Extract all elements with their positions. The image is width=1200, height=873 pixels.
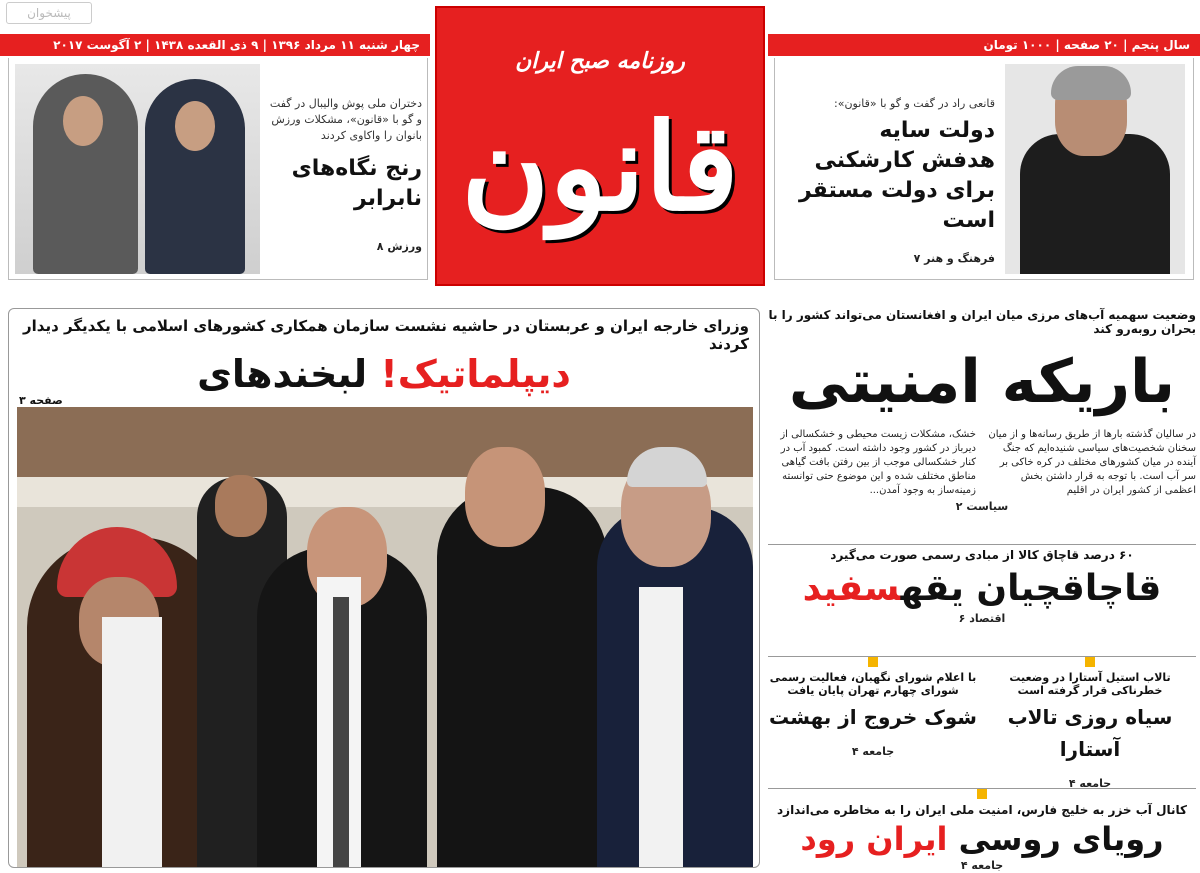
- yellow-bullet-icon: [977, 789, 987, 799]
- smuggling-story[interactable]: [768, 548, 1196, 625]
- photo-story-page: صفحه ۳: [19, 394, 63, 407]
- iranrud-story-kicker: کانال آب خزر به خلیج فارس، امنیت ملی ایران را به مخاطره می‌اندازد: [777, 803, 1187, 817]
- smuggling-story-page: اقتصاد ۶: [958, 612, 1006, 625]
- issue-info-bar: سال پنجم | ۲۰ صفحه | ۱۰۰۰ تومان: [768, 34, 1200, 56]
- promo-interview-text: [785, 96, 995, 265]
- lead-story[interactable]: [768, 308, 1196, 513]
- iranrud-story-headline: [768, 819, 1196, 859]
- source-watermark: پیشخوان: [6, 2, 92, 24]
- photo-story-headline-red: دیپلماتیک!: [380, 352, 571, 396]
- yellow-bullet-icon: [1085, 657, 1095, 667]
- astara-story-page: جامعه ۴: [1068, 777, 1112, 790]
- promo-interview-headline-1: دولت سایه: [879, 118, 995, 143]
- council-story[interactable]: [768, 652, 978, 758]
- iranrud-story[interactable]: [768, 784, 1196, 872]
- right-column: [768, 300, 1196, 870]
- council-story-headline: شوک خروج از بهشت: [769, 705, 977, 729]
- promo-volleyball-page: ورزش ۸: [376, 240, 422, 253]
- promo-volleyball-headline-1: رنج نگاه‌های: [291, 156, 422, 181]
- smuggling-story-headline: [768, 566, 1196, 612]
- council-story-page: جامعه ۴: [851, 745, 895, 758]
- promo-interview-kicker: قانعی راد در گفت و گو با «قانون»:: [834, 97, 995, 110]
- volleyball-players-photo: [15, 64, 260, 274]
- player-figure: [33, 74, 138, 274]
- diplomats-photo: [17, 407, 753, 867]
- astara-story[interactable]: [984, 652, 1196, 790]
- lead-story-kicker: وضعیت سهمیه آب‌های مرزی میان ایران و افغانستان می‌تواند کشور را با بحران روبه‌رو کند: [768, 308, 1196, 336]
- iranrud-story-headline-black: رویای روسی: [958, 820, 1164, 858]
- promo-volleyball-kicker: دختران ملی پوش والیبال در گفت و گو با «قانون»، مشکلات ورزش بانوان را واکاوی کردند: [269, 97, 422, 142]
- column-divider: [768, 544, 1196, 545]
- astara-story-headline: سیاه روزی تالاب آستارا: [1007, 705, 1173, 761]
- photo-story[interactable]: [8, 308, 760, 868]
- yellow-bullet-icon: [868, 657, 878, 667]
- masthead: [435, 6, 765, 286]
- promo-interview-headline-3: برای دولت مستقر است: [799, 178, 995, 233]
- smuggling-story-headline-black: قاچاقچیان یقه: [900, 568, 1162, 609]
- masthead-logo: قانون: [461, 97, 739, 238]
- smuggling-story-headline-red: سفید: [802, 568, 901, 609]
- promo-interview[interactable]: [774, 58, 1194, 280]
- lead-story-body-right: در سالیان گذشته بارها از طریق رسانه‌ها و از میان سخنان شخصیت‌های سیاسی شنیده‌ایم که جنگ آینده در میان کشورهای مختلف در کره خاکی بر سر آب است. با توجه به قرار داشتن بخش اعظمی از کشور ایران در اقلیم: [988, 429, 1196, 496]
- promo-volleyball[interactable]: [8, 58, 428, 280]
- promo-volleyball-text: [267, 96, 422, 253]
- photo-story-headline-black: لبخندهای: [197, 352, 368, 396]
- player-figure: [145, 79, 245, 274]
- lead-story-body-left: خشک، مشکلات زیست محیطی و خشکسالی از دیرباز در کشور وجود داشته است. کمبود آب در کنار خشکسالی موجب از بین رفتن بافت گیاهی مناطق مختلف شده و این موضوع حتی توانسته زمینه‌ساز به وجود آمدن...: [780, 429, 976, 496]
- lead-story-page: سیاست ۲: [955, 500, 1009, 513]
- iranrud-story-headline-red: ایران رود: [800, 820, 948, 858]
- interviewee-photo: [1005, 64, 1185, 274]
- promo-interview-headline-2: هدفش کارشکنی: [814, 148, 995, 173]
- astara-story-kicker: تالاب استیل آستارا در وضعیت خطرناکی قرار گرفته است: [1009, 671, 1171, 697]
- lead-story-headline: باریکه امنیتی: [788, 347, 1176, 417]
- promo-interview-page: فرهنگ و هنر ۷: [913, 252, 995, 265]
- smuggling-story-kicker: ۶۰ درصد قاچاق کالا از مبادی رسمی صورت می‌گیرد: [830, 548, 1134, 562]
- council-story-kicker: با اعلام شورای نگهبان، فعالیت رسمی شورای چهارم تهران پایان یافت: [769, 671, 977, 697]
- masthead-tagline: روزنامه صبح ایران: [515, 48, 685, 74]
- date-bar: چهار شنبه ۱۱ مرداد ۱۳۹۶ | ۹ ذی القعده ۱۴۳۸ | ۲ آگوست ۲۰۱۷: [0, 34, 430, 56]
- photo-story-kicker: وزرای خارجه ایران و عربستان در حاشیه نشست سازمان همکاری کشورهای اسلامی با یکدیگر دیدار کردند: [23, 317, 749, 353]
- photo-story-headline: [19, 349, 749, 399]
- iranrud-story-page: جامعه ۴: [960, 859, 1004, 872]
- promo-volleyball-headline-2: نابرابر: [354, 186, 422, 211]
